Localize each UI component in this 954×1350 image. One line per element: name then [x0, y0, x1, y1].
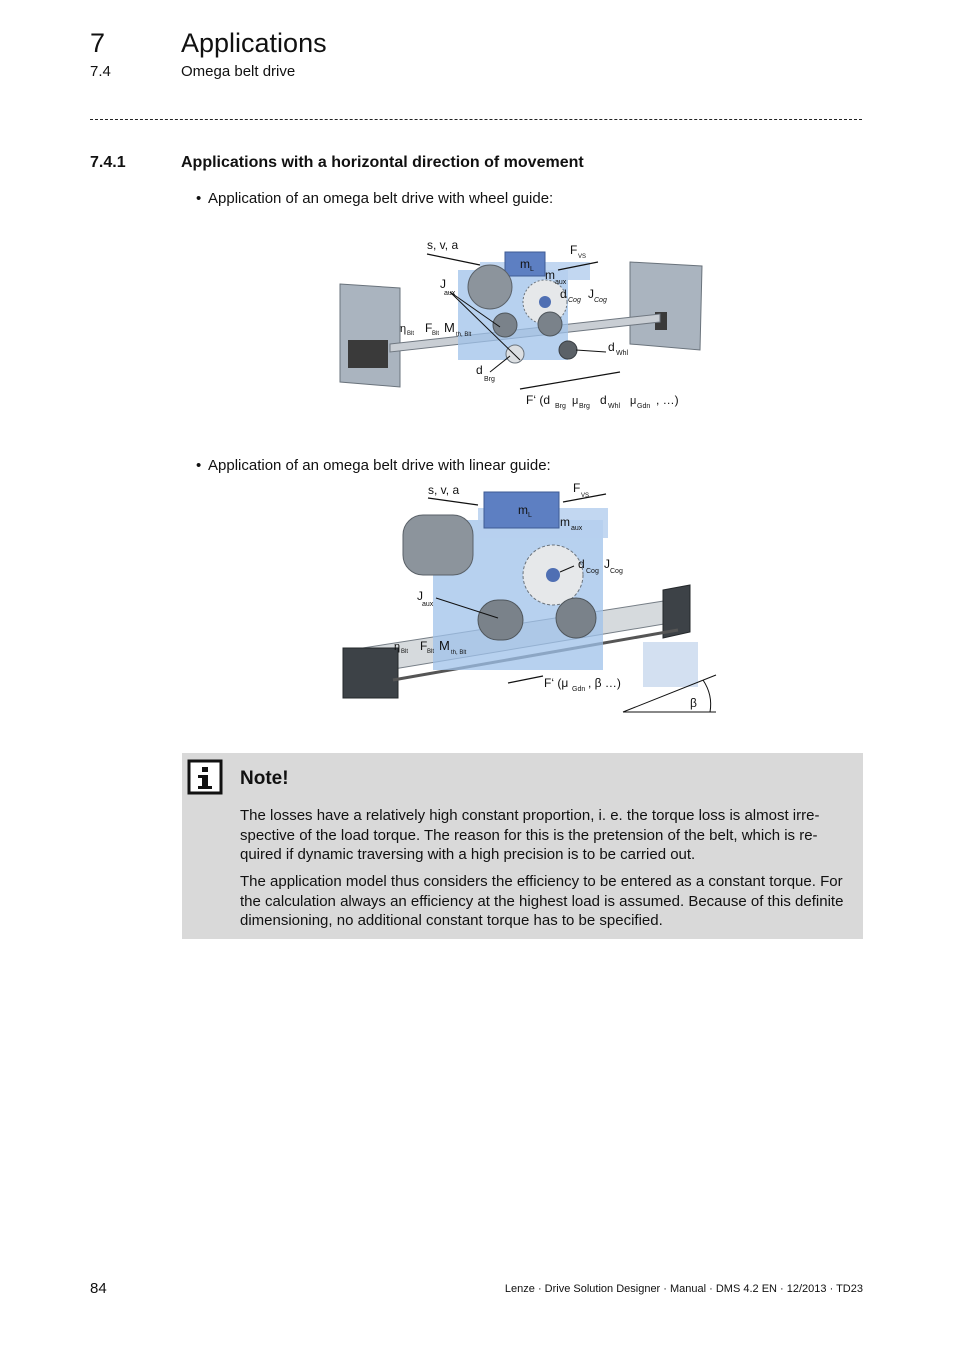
label-force-vs-sub: VS	[581, 493, 590, 499]
label-bearing-sub: Brg	[484, 376, 495, 383]
label-cog-inertia-sub: Cog	[594, 297, 607, 304]
label-friction-force: F‘ (d	[526, 393, 550, 407]
label-friction-mu2: μ	[630, 395, 637, 407]
label-friction-gdn-sub: Gdn	[637, 403, 651, 410]
label-friction-torque: M	[444, 320, 455, 335]
label-load-mass-sub: L	[530, 266, 534, 273]
bullet-dot: •	[196, 457, 202, 474]
label-friction-torque: M	[439, 638, 450, 653]
label-friction-tail: , β …)	[588, 676, 621, 690]
whl-pointer	[576, 350, 606, 352]
bullet-text: Application of an omega belt drive with wheel guide:	[208, 190, 554, 207]
chapter-title: Applications	[181, 28, 327, 58]
label-aux-mass-sub: aux	[571, 525, 583, 532]
label-angle: β	[690, 696, 697, 710]
angle-arc	[703, 680, 711, 712]
label-friction-torque-sub: th, Blt	[451, 650, 467, 656]
label-efficiency: η	[400, 323, 407, 335]
note-paragraph-2: The application model thus considers the efficiency to be entered as a constant torque. For the calculation always an efficiency at the highest load is assumed. Because of this definite dimensioning, no additional constant torque has to be specified.	[240, 873, 844, 929]
label-aux-mass-sub: aux	[555, 279, 567, 286]
friction-arrow	[520, 372, 620, 389]
guide-wheel-2	[559, 341, 577, 359]
bullet-linear-guide	[196, 457, 551, 474]
label-wheel: d	[608, 340, 615, 354]
label-cog-inertia: J	[604, 557, 610, 571]
label-friction-whl: d	[600, 393, 607, 407]
chapter-number: 7	[90, 28, 106, 58]
section-title: Omega belt drive	[181, 63, 296, 80]
bullet-dot: •	[196, 190, 202, 207]
motor	[403, 515, 473, 575]
note-paragraph-1: The losses have a relatively high constant proportion, i. e. the torque loss is almost irre-spective of the load torque. The reason for this is the pretension of the belt, which is re-quired if dynamic traversing with a high precision is to be carried out.	[240, 807, 820, 863]
motion-arrow	[427, 254, 480, 265]
subsection-title: Applications with a horizontal direction of movement	[181, 154, 584, 171]
label-bearing: d	[476, 363, 483, 377]
label-load-mass: m	[518, 503, 528, 517]
linear-guide-diagram	[338, 480, 723, 720]
label-friction-whl-sub: Whl	[608, 403, 621, 410]
label-efficiency: η	[394, 641, 401, 653]
label-efficiency-sub: Blt	[407, 331, 415, 337]
label-belt-force-sub: Blt	[432, 331, 440, 337]
label-cog: d	[560, 287, 567, 301]
label-friction-tail: , …)	[656, 393, 679, 407]
label-force-vs-sub: VS	[578, 254, 587, 260]
subsection-number: 7.4.1	[90, 154, 126, 171]
wheel-guide-diagram	[330, 232, 710, 417]
left-profile-insert	[348, 340, 388, 368]
label-friction-force: F‘ (μ	[544, 676, 569, 690]
incline-inset	[643, 642, 698, 687]
label-motion: s, v, a	[427, 238, 459, 252]
label-motion: s, v, a	[428, 483, 460, 497]
label-friction-torque-sub: th, Blt	[456, 332, 472, 338]
pulley-2	[538, 312, 562, 336]
bullet-wheel-guide	[196, 190, 553, 207]
header-divider	[90, 119, 862, 120]
label-friction-mu1: μ	[572, 395, 579, 407]
label-aux-inertia: J	[440, 277, 446, 291]
friction-arrow	[508, 676, 543, 683]
label-aux-inertia-sub: aux	[444, 290, 456, 297]
label-aux-mass: m	[560, 515, 570, 529]
left-end-block	[343, 648, 398, 698]
label-wheel-sub: Whl	[616, 350, 629, 357]
label-force-vs: F	[570, 243, 578, 257]
label-cog-inertia: J	[588, 287, 594, 301]
label-load-mass-sub: L	[528, 512, 532, 519]
figure-linear-guide	[338, 480, 723, 720]
label-belt-force-sub: Blt	[427, 649, 435, 655]
label-friction-gdn-sub: Gdn	[572, 686, 586, 693]
label-cog: d	[578, 557, 585, 571]
label-cog-sub: Cog	[568, 297, 581, 304]
label-cog-sub: Cog	[586, 568, 599, 575]
label-force-vs: F	[573, 481, 581, 495]
label-efficiency-sub: Blt	[401, 649, 409, 655]
motor	[468, 265, 512, 309]
guide-wheel-1	[506, 345, 524, 363]
pulley-right	[556, 598, 596, 638]
cog-hub	[546, 568, 560, 582]
note-box	[182, 753, 863, 939]
figure-wheel-guide	[330, 232, 710, 417]
cog-hub	[539, 296, 551, 308]
label-aux-inertia: J	[417, 589, 423, 603]
pulley-left	[478, 600, 523, 640]
label-cog-inertia-sub: Cog	[610, 568, 623, 575]
label-friction-brg-sub: Brg	[555, 403, 566, 410]
footer-doc-info: Lenze · Drive Solution Designer · Manual · DMS 4.2 EN · 12/2013 · TD23	[504, 1283, 863, 1295]
label-belt-force: F	[425, 321, 433, 335]
info-icon	[187, 759, 223, 795]
section-number: 7.4	[90, 63, 111, 80]
motion-arrow	[428, 498, 478, 505]
label-belt-force: F	[420, 639, 428, 653]
page-number: 84	[90, 1280, 107, 1297]
note-title: Note!	[240, 768, 289, 789]
bullet-text: Application of an omega belt drive with linear guide:	[208, 457, 551, 474]
label-aux-mass: m	[545, 268, 555, 282]
label-friction-mu1-sub: Brg	[579, 403, 590, 410]
left-profile	[340, 284, 400, 387]
label-aux-inertia-sub: aux	[422, 601, 434, 608]
label-load-mass: m	[520, 257, 530, 271]
right-profile	[630, 262, 702, 350]
